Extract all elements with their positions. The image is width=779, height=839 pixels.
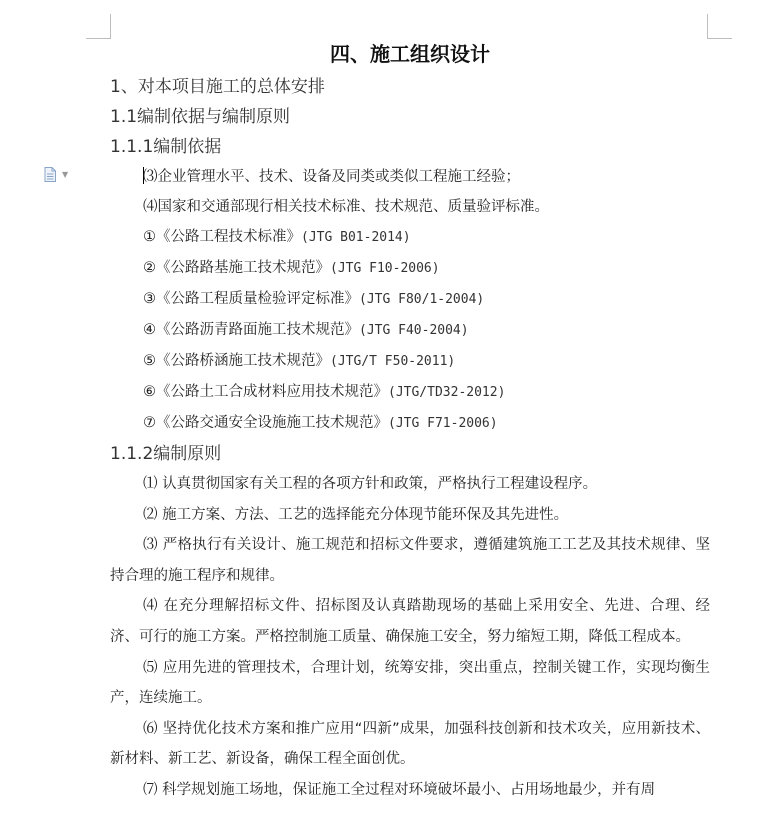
- standard-code: (JTG F80/1-2004): [359, 292, 485, 307]
- page-corner-mark-top-right: [707, 14, 732, 39]
- heading-1-1-2: 1.1.2编制原则: [110, 444, 222, 464]
- standard-name: ⑥《公路土工合成材料应用技术规范》: [143, 384, 388, 400]
- page-corner-mark-top-left: [86, 14, 111, 39]
- basis-line: [110, 162, 710, 192]
- standard-item: [110, 253, 710, 284]
- standard-item: [110, 222, 710, 253]
- principle-paragraph: ⑹ 坚持优化技术方案和推广应用“四新”成果，加强科技创新和技术攻关，应用新技术、新材料、新工艺、新设备，确保工程全面创优。: [110, 720, 710, 768]
- standard-name: ③《公路工程质量检验评定标准》: [143, 291, 359, 307]
- standard-item: [110, 346, 710, 377]
- heading-1: 1、对本项目施工的总体安排: [110, 77, 325, 97]
- principle-paragraph: ⑸ 应用先进的管理技术，合理计划，统筹安排，突出重点，控制关键工作，实现均衡生产，连续施工。: [110, 659, 710, 707]
- standard-item: [110, 315, 710, 346]
- standard-item: [110, 377, 710, 408]
- standard-code: (JTG F10-2006): [330, 261, 440, 276]
- standard-name: ①《公路工程技术标准》: [143, 229, 301, 245]
- principle-paragraph: ⑵ 施工方案、方法、工艺的选择能充分体现节能环保及其先进性。: [143, 506, 569, 523]
- heading-1-1-1: 1.1.1编制依据: [110, 137, 222, 157]
- chevron-down-icon[interactable]: ▼: [62, 170, 69, 179]
- standard-code: (JTG/TD32-2012): [388, 385, 506, 400]
- document-page[interactable]: [110, 36, 710, 806]
- standard-item: [110, 284, 710, 315]
- principle-paragraph: ⑷ 在充分理解招标文件、招标图及认真踏勘现场的基础上采用安全、先进、合理、经济、可行的施工方案。严格控制施工质量、确保施工安全，努力缩短工期，降低工程成本。: [110, 598, 710, 645]
- standard-code: (JTG B01-2014): [301, 230, 411, 245]
- standard-code: (JTG F40-2004): [359, 323, 469, 338]
- standard-name: ②《公路路基施工技术规范》: [143, 260, 330, 276]
- standard-code: (JTG/T F50-2011): [330, 354, 456, 369]
- page-title: 四、施工组织设计: [330, 42, 490, 66]
- standard-code: (JTG F71-2006): [388, 416, 498, 431]
- paragraph-document-icon[interactable]: [44, 167, 56, 182]
- basis-line-text: ⑶企业管理水平、技术、设备及同类或类似工程施工经验；: [143, 169, 520, 185]
- standard-item: [110, 408, 710, 439]
- standard-name: ④《公路沥青路面施工技术规范》: [143, 322, 359, 338]
- principle-paragraph: ⑴ 认真贯彻国家有关工程的各项方针和政策，严格执行工程建设程序。: [143, 476, 598, 492]
- principle-paragraph: ⑺ 科学规划施工场地，保证施工全过程对环境破坏最小、占用场地最少，并有周: [143, 781, 656, 798]
- standard-name: ⑤《公路桥涵施工技术规范》: [143, 353, 330, 369]
- basis-line: ⑷国家和交通部现行相关技术标准、技术规范、质量验评标准。: [143, 199, 549, 215]
- principle-paragraph: ⑶ 严格执行有关设计、施工规范和招标文件要求，遵循建筑施工工艺及其技术规律、坚持合理的施工程序和规律。: [110, 537, 710, 584]
- heading-1-1: 1.1编制依据与编制原则: [110, 107, 291, 127]
- standard-name: ⑦《公路交通安全设施施工技术规范》: [143, 415, 388, 431]
